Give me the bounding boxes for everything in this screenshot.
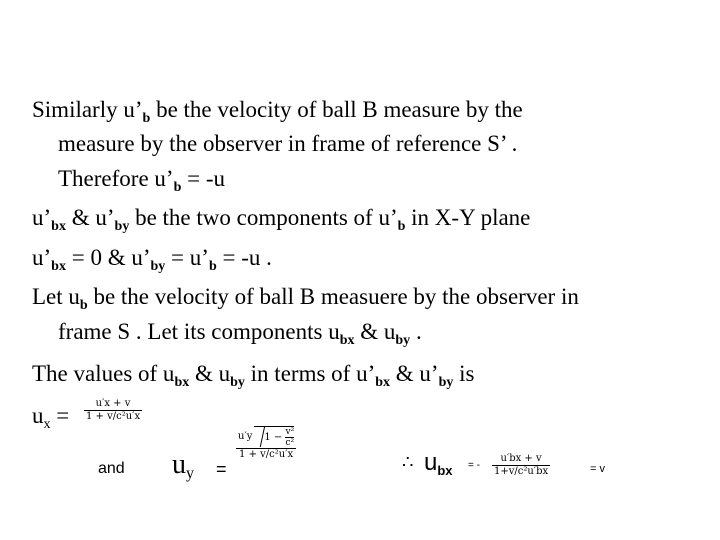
ubx-formula: u′bx + v 1+v/c²u′bx: [494, 453, 549, 477]
and-label: and: [98, 460, 125, 477]
text-line-2: measure by the observer in frame of reference S’ .: [58, 131, 518, 156]
ux-formula: u′x + v 1 + v/c²u′x: [86, 398, 141, 422]
text-line-6: Let $u_b$ be the velocity of ball B measuere by the observer in: [32, 284, 579, 313]
result-value: = v: [590, 463, 605, 475]
text-line-1: Similarly $u’_b$ be the velocity of ball B measure by the: [32, 97, 523, 126]
ubx-equals: = -: [468, 460, 480, 471]
therefore-icon: ∴: [402, 452, 414, 472]
text-line-7: frame S . Let its components $u_{bx}$ & $u_{by}$ .: [58, 319, 422, 348]
uy-formula: u′y 1 − $\frac{\text{v²}}{\text{c²}}$ 1 + v/c²u′x: [238, 427, 295, 460]
ubx-label: $u_{bx}$: [424, 449, 453, 478]
ux-label: $u_x$ =: [32, 403, 70, 432]
uy-equals: =: [216, 459, 227, 479]
text-line-8: The values of $u_{bx}$ & $u_{by}$ in terms of $u’_{bx}$ & $u’_{by}$ is: [32, 361, 475, 390]
text-line-5: $u’_{bx} = 0$ & $u’_{by}$ = $u’_b = -u$ .: [32, 245, 272, 274]
text-line-3: Therefore $u’_b = -u$: [58, 166, 225, 195]
uy-label: $u_y$: [172, 449, 194, 482]
text-line-4: $u’_{bx}$ & $u’_{by}$ be the two components of $u’_b$ in X-Y plane: [32, 205, 531, 234]
sqrt-symbol: 1 − $\frac{\text{v²}}{\text{c²}}$: [254, 426, 294, 448]
